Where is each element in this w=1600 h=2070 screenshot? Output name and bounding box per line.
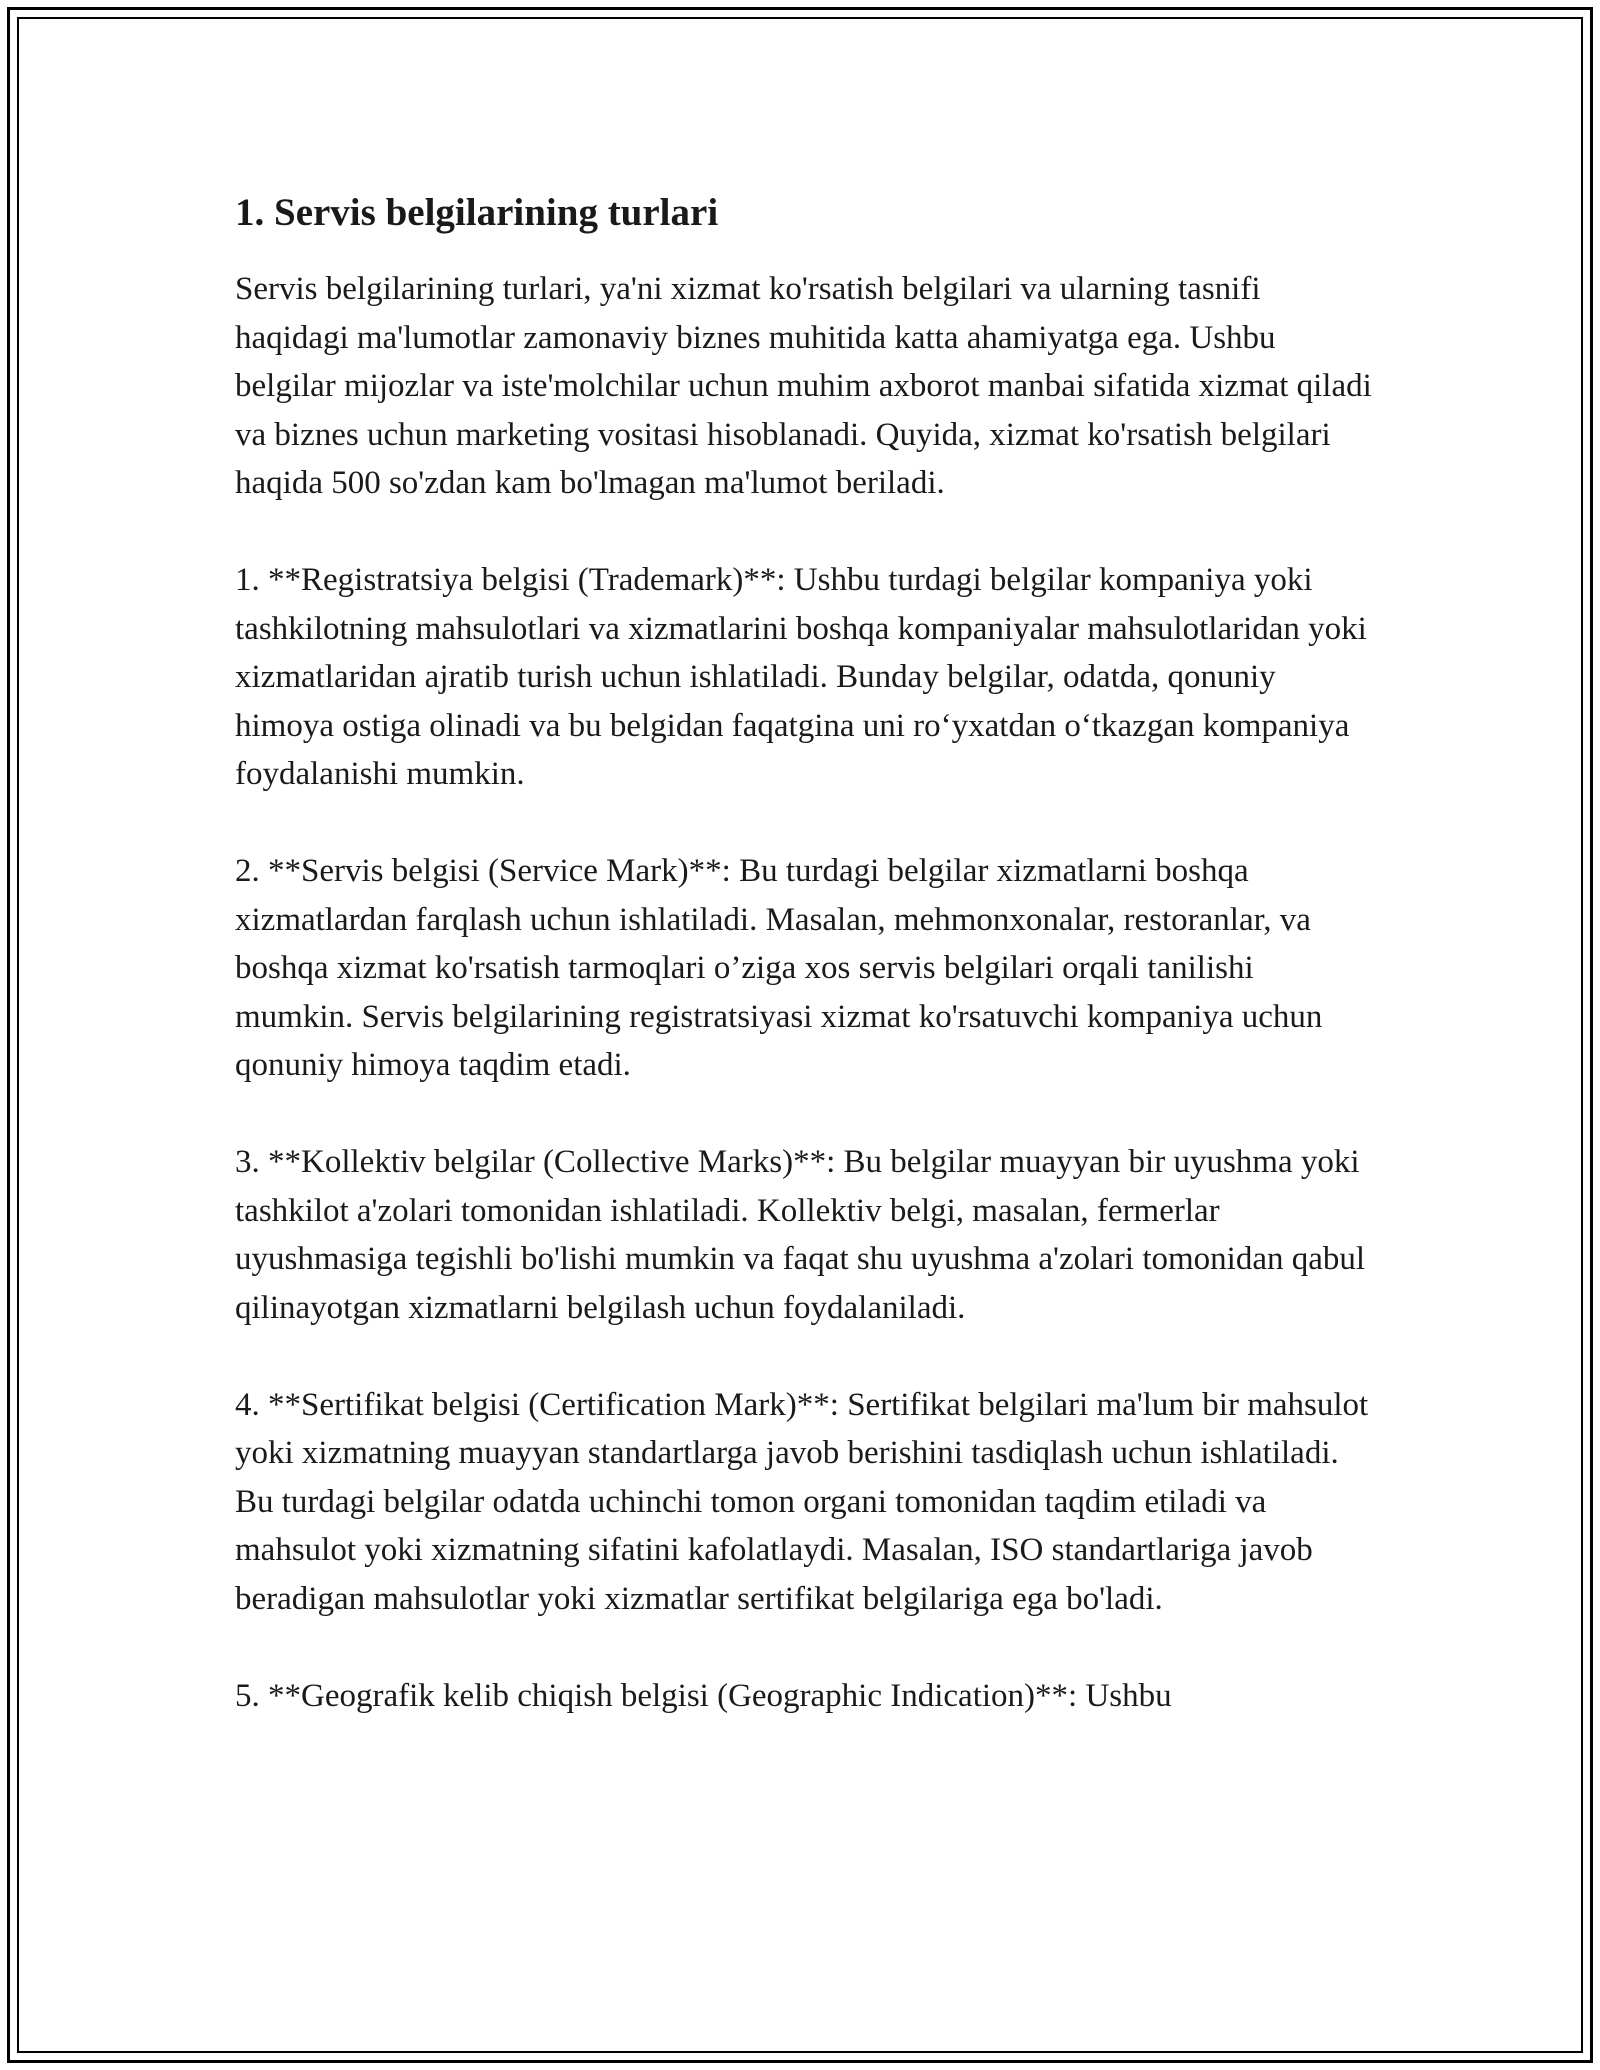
- section-heading: 1. Servis belgilarining turlari: [235, 191, 719, 234]
- intro-paragraph: Servis belgilarining turlari, ya'ni xizmat ko'rsatish belgilari va ularning tasnifi haqidagi ma'lumotlar zamonaviy biznes muhitida katta ahamiyatga ega. Ushbu belgilar mijozlar va iste'molchilar uchun muhim axborot manbai sifatida xizmat qiladi va biznes uchun marketing vositasi hisoblanadi. Quyida, xizmat ko'rsatish belgilari haqida 500 so'zdan kam bo'lmagan ma'lumot beriladi.: [235, 271, 1372, 501]
- collective-marks-paragraph: 3. **Kollektiv belgilar (Collective Marks)**: Bu belgilar muayyan bir uyushma yoki tashkilot a'zolari tomonidan ishlatiladi. Kollektiv belgi, masalan, fermerlar uyushmasiga tegishli bo'lishi mumkin va faqat shu uyushma a'zolari tomonidan qabul qilinayotgan xizmatlarni belgilash uchun foydalaniladi.: [235, 1144, 1366, 1326]
- trademark-paragraph: 1. **Registratsiya belgisi (Trademark)**: Ushbu turdagi belgilar kompaniya yoki tashkilotning mahsulotlari va xizmatlarini boshqa kompaniyalar mahsulotlaridan yoki xizmatlaridan ajratib turish uchun ishlatiladi. Bunday belgilar, odatda, qonuniy himoya ostiga olinadi va bu belgidan faqatgina uni ro‘yxatdan o‘tkazgan kompaniya foydalanishi mumkin.: [235, 562, 1367, 792]
- geographic-indication-paragraph: 5. **Geografik kelib chiqish belgisi (Geographic Indication)**: Ushbu: [235, 1677, 1172, 1714]
- service-mark-paragraph: 2. **Servis belgisi (Service Mark)**: Bu turdagi belgilar xizmatlarni boshqa xizmatlardan farqlash uchun ishlatiladi. Masalan, mehmonxonalar, restoranlar, va boshqa xizmat ko'rsatish tarmoqlari o’ziga xos servis belgilari orqali tanilishi mumkin. Servis belgilarining registratsiyasi xizmat ko'rsatuvchi kompaniya uchun qonuniy himoya taqdim etadi.: [235, 853, 1323, 1083]
- document-body: [235, 185, 1375, 1769]
- certification-mark-paragraph: 4. **Sertifikat belgisi (Certification Mark)**: Sertifikat belgilari ma'lum bir mahsulot yoki xizmatning muayyan standartlarga javob berishini tasdiqlash uchun ishlatiladi. Bu turdagi belgilar odatda uchinchi tomon organi tomonidan taqdim etiladi va mahsulot yoki xizmatning sifatini kafolatlaydi. Masalan, ISO standartlariga javob beradigan mahsulotlar yoki xizmatlar sertifikat belgilariga ega bo'ladi.: [235, 1386, 1369, 1617]
